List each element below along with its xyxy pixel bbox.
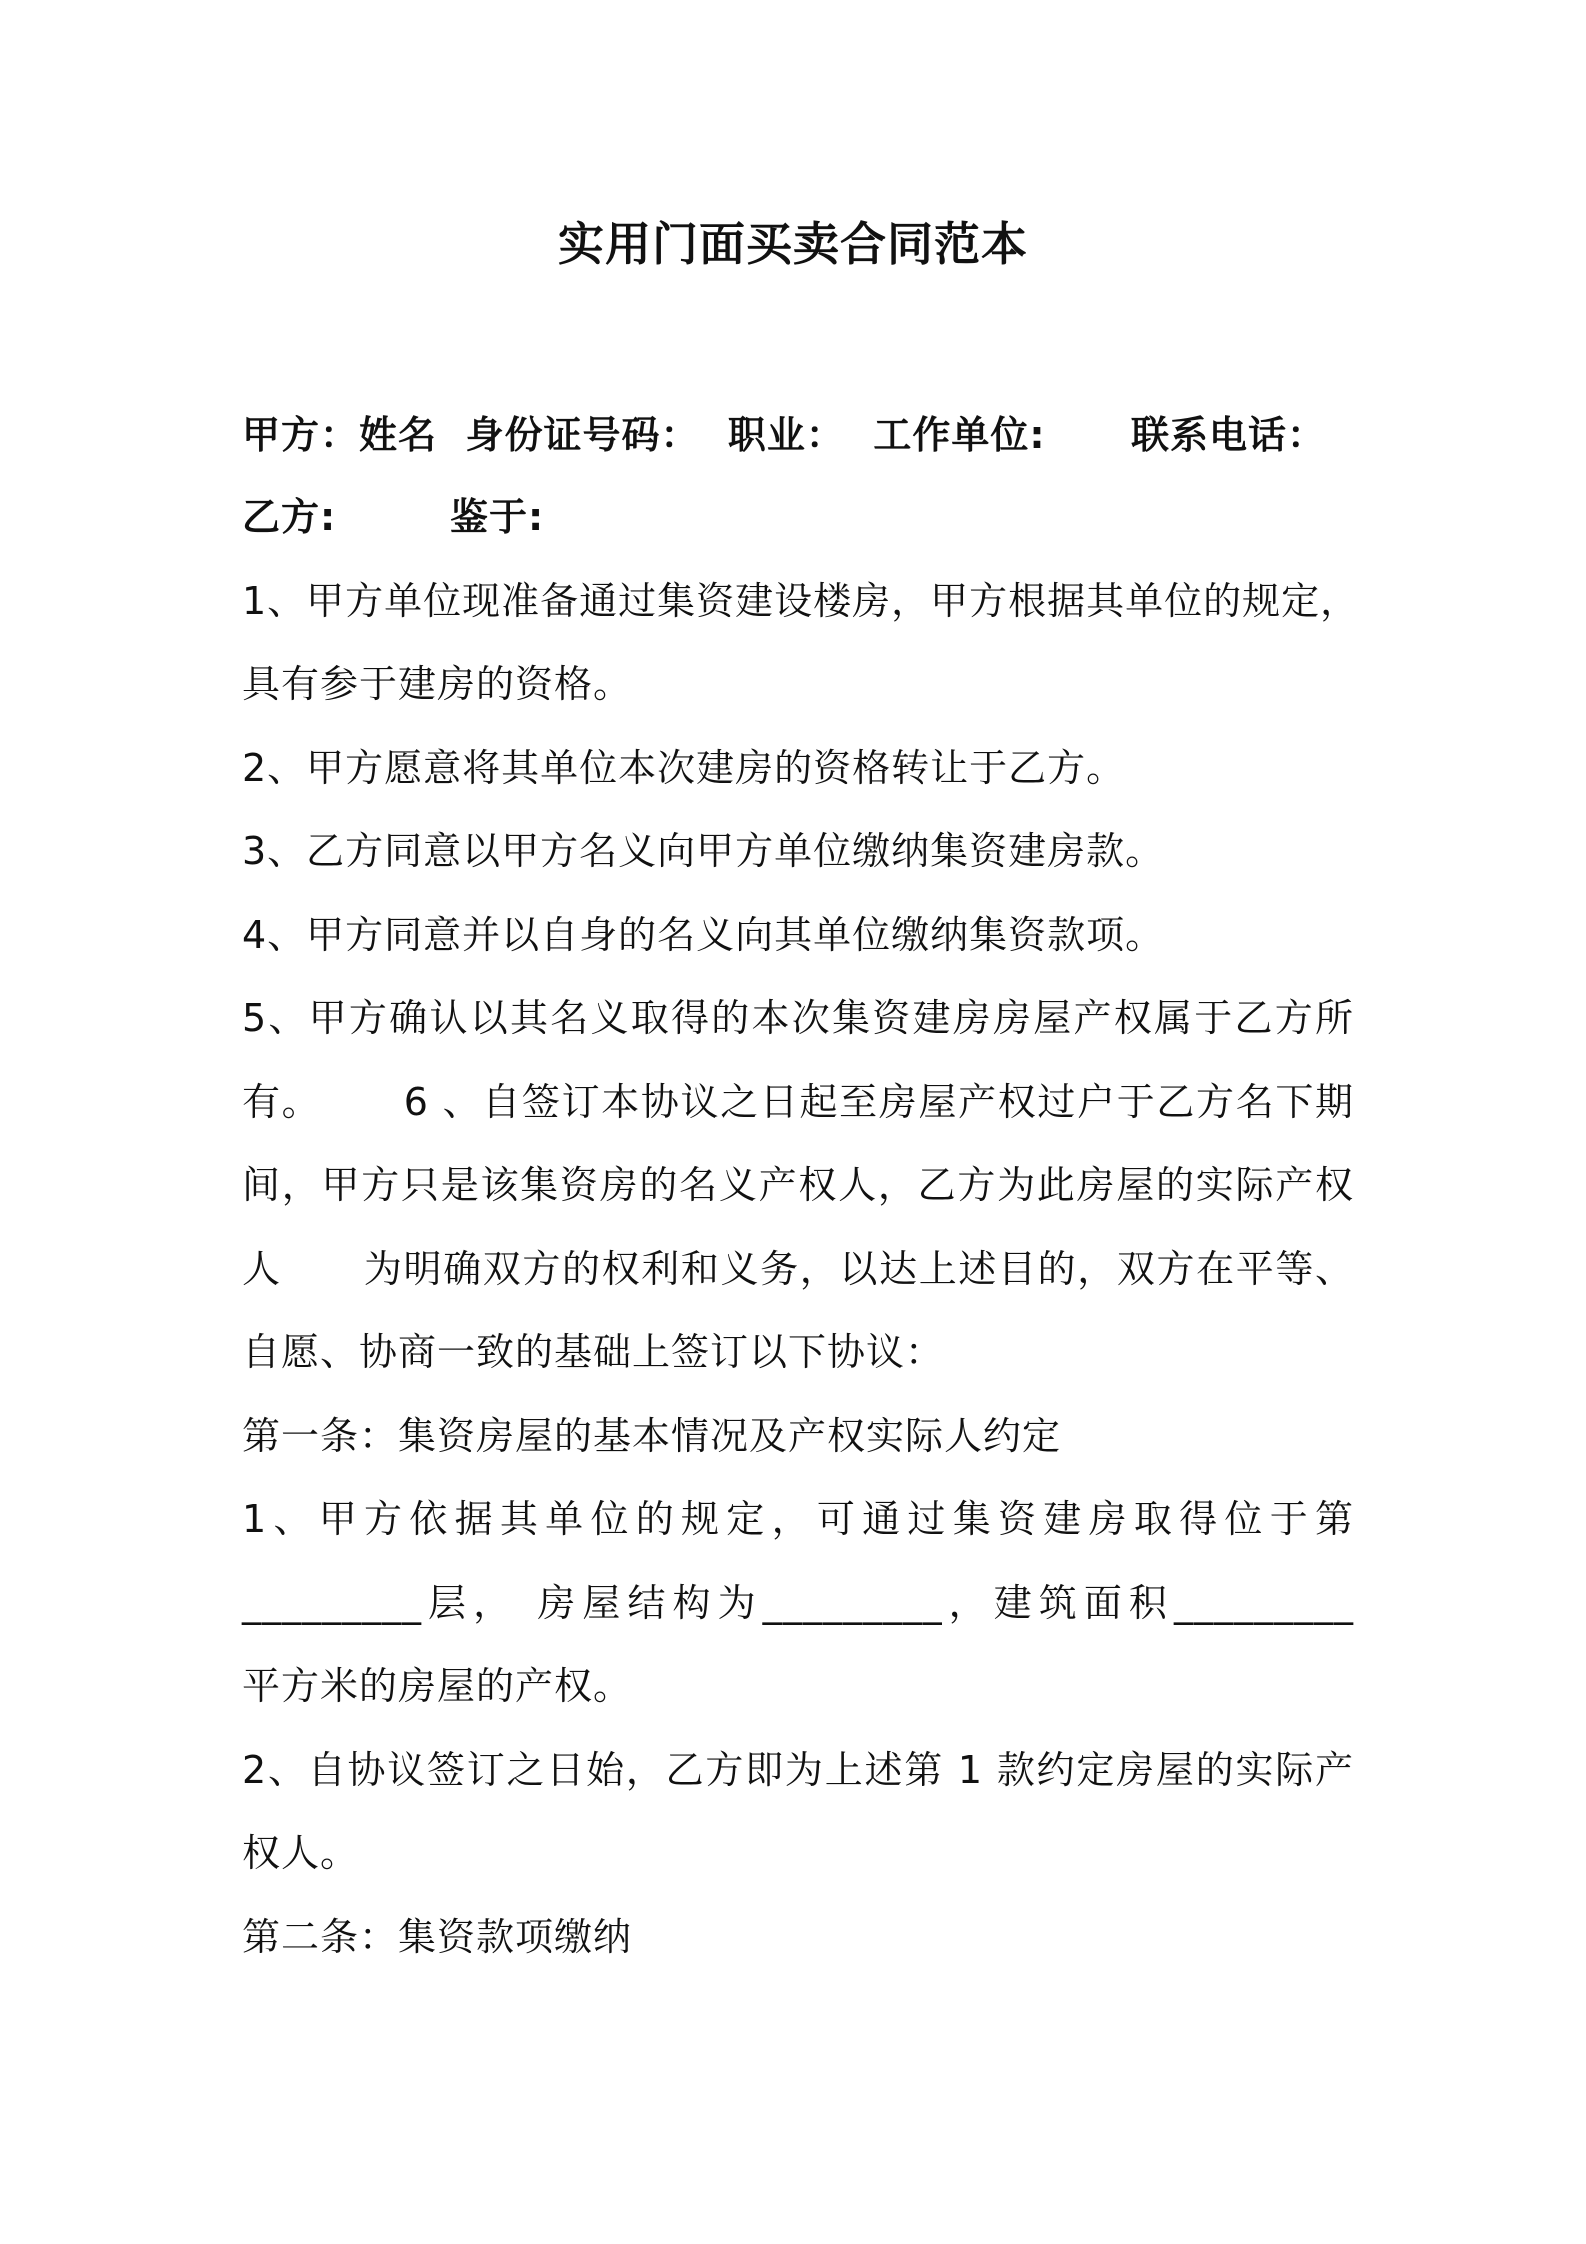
document-title: 实用门面买卖合同范本 — [558, 217, 1028, 271]
clause-line: 自愿、协商一致的基础上签订以下协议： — [242, 1330, 945, 1374]
party-a-line: 甲方：姓名 身份证号码： 职业： 工作单位: 联系电话： — [242, 413, 1326, 457]
clause-line: 2、自协议签订之日始，乙方即为上述第 1 款约定房屋的实际产 — [242, 1748, 1354, 1792]
clause-line: 1、甲方依据其单位的规定，可通过集资建房取得位于第 — [242, 1497, 1354, 1541]
clause-line: 1、甲方单位现准备通过集资建设楼房，甲方根据其单位的规定， — [242, 579, 1360, 623]
clause-line: 权人。 — [242, 1831, 360, 1875]
article-heading: 第一条：集资房屋的基本情况及产权实际人约定 — [242, 1414, 1062, 1458]
article-heading: 第二条：集资款项缴纳 — [242, 1915, 633, 1959]
clause-line: 人 为明确双方的权利和义务，以达上述目的，双方在平等、 — [242, 1247, 1354, 1291]
clause-line: 4、甲方同意并以自身的名义向其单位缴纳集资款项。 — [242, 913, 1165, 957]
clause-line: 3、乙方同意以甲方名义向甲方单位缴纳集资建房款。 — [242, 829, 1165, 873]
clause-line: 平方米的房屋的产权。 — [242, 1664, 633, 1708]
party-b-line: 乙方: 鉴于: — [242, 495, 545, 539]
clause-line: 间，甲方只是该集资房的名义产权人，乙方为此房屋的实际产权 — [242, 1163, 1354, 1207]
clause-line: 有。 6 、自签订本协议之日起至房屋产权过户于乙方名下期 — [242, 1080, 1354, 1124]
clause-line: 2、甲方愿意将其单位本次建房的资格转让于乙方。 — [242, 746, 1126, 790]
blank-fields-line: _________层， 房屋结构为_________，建筑面积_________ — [242, 1581, 1354, 1625]
clause-line: 具有参于建房的资格。 — [242, 662, 633, 706]
clause-line: 5、甲方确认以其名义取得的本次集资建房房屋产权属于乙方所 — [242, 996, 1354, 1040]
